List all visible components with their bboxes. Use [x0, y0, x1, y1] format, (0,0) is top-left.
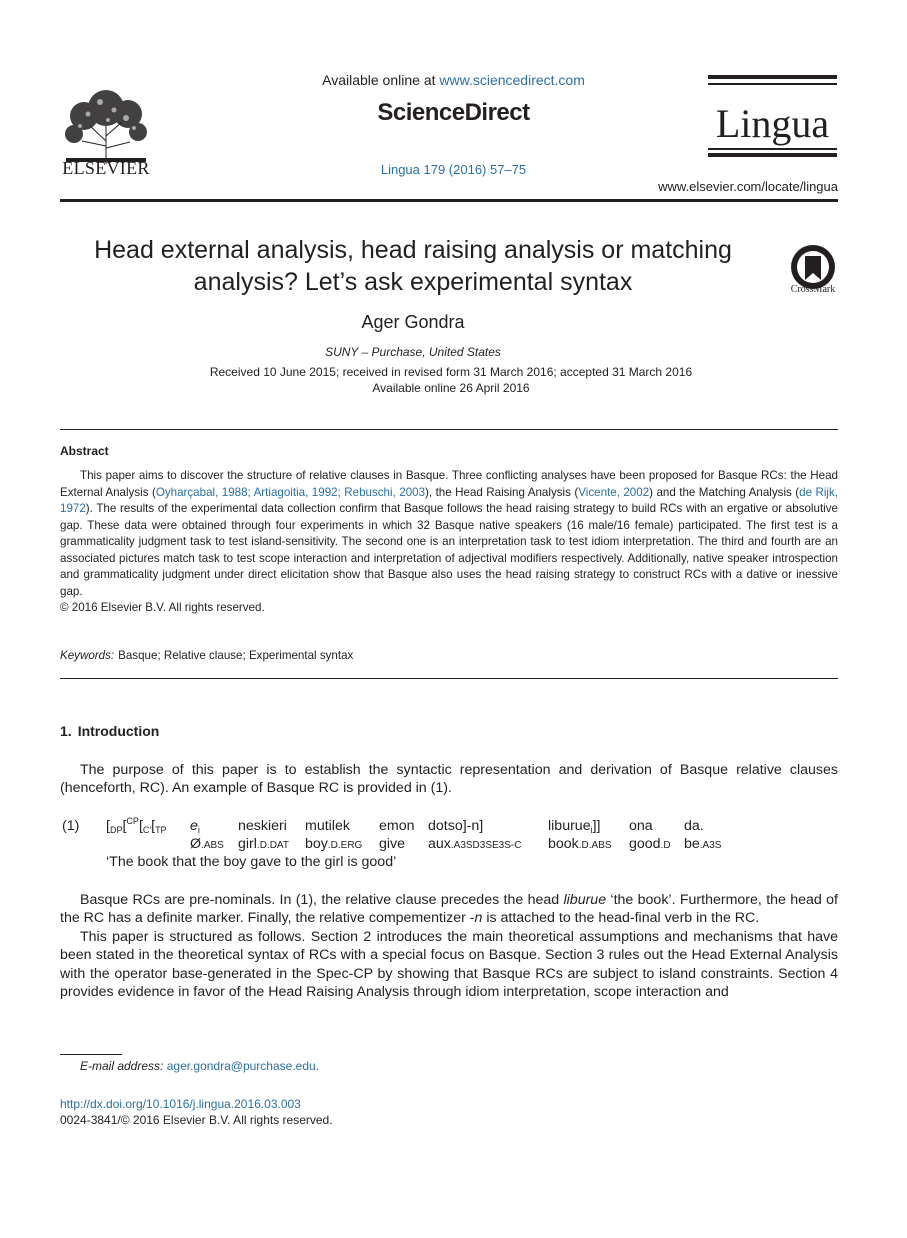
example-word: neskieri [238, 818, 287, 834]
sciencedirect-brand: ScienceDirect [377, 99, 530, 126]
paragraph-text: This paper is structured as follows. Section 2 introduces the main theoretical assumptions and mechanisms that have been stated in the theoretical syntax of RCs with a special focus on Basque. Section 3 rules out the Head External Analysis with the operator base-generated in the Spec-CP by showing that Basque RCs are subject to island constraints. Section 4 provides evidence in favor of the Head Raising Analysis through idiom interpretation, scope interaction and [60, 929, 838, 1001]
citation-link[interactable]: Oyharçabal, 1988; Artiagoitia, 1992; Rebuschi, 2003 [155, 485, 426, 499]
example-word: da. [684, 818, 704, 834]
journal-logo-rule [708, 148, 837, 150]
abstract-heading: Abstract [60, 444, 109, 458]
citation-link[interactable]: Vicente, 2002 [578, 485, 650, 499]
abstract-bottom-rule [60, 678, 838, 679]
citation-link[interactable]: de Rijk, 1972 [60, 485, 839, 515]
issn-copyright: 0024-3841/© 2016 Elsevier B.V. All rights reserved. [60, 1113, 333, 1127]
body-paragraph [60, 761, 838, 798]
journal-url[interactable]: www.elsevier.com/locate/lingua [658, 179, 838, 194]
example-gloss: be.A3S [684, 836, 722, 852]
abstract-text: ). The results of the experimental data collection confirm that Basque follows the head raising strategy to build RCs with an ergative or absolutive gap. These data were obtained through four experiments in which 32 Basque native speakers (16 male/16 female) participated. The first test is a grammaticality judgment task to test island-sensitivity. The second one is an interpretation task to test idiom interpretation. The third and fourth are an associated pictures match task to test scope interaction and interpretation of adjectival modifiers respectively. Additionally, native speaker introspection and grammaticality judgment under direct elicitation show that Basque also uses the head raising strategy to construct RCs with a dative or inessive gap. [60, 502, 838, 598]
example-brackets: [$_{DP}[^{CP}[_{C'}[_{TP}$ [106, 816, 167, 835]
journal-logo-rule [708, 75, 837, 79]
body-paragraph [60, 928, 838, 1002]
example-word: mutilek [305, 818, 350, 834]
article-title: Head external analysis, head raising analysis or matching analysis? Let’s ask experimental syntax [94, 236, 732, 296]
example-word: ona [629, 818, 653, 834]
footnote-rule [60, 1054, 122, 1055]
abstract-text: This paper aims to discover the structure of relative clauses in Basque. Three conflicting analyses have been proposed for Basque RCs: the Head External Analysis ( [60, 469, 838, 499]
body-paragraph: Basque RCs are pre-nominals. In (1), the relative clause precedes the head liburue ‘the book’. Furthermore, the head of the RC has a definite marker. Finally, the relative compementizer -n is attached to the head-final verb in the RC. [60, 892, 838, 927]
sciencedirect-link[interactable]: www.sciencedirect.com [439, 72, 585, 88]
journal-logo-rule [708, 83, 837, 85]
abstract-text: ) and the Matching Analysis ( [649, 485, 800, 499]
journal-logo: Lingua [715, 101, 830, 146]
publisher-name: ELSEVIER [62, 158, 150, 178]
author-name: Ager Gondra [361, 312, 465, 332]
section-title: Introduction [77, 723, 160, 739]
journal-reference-link[interactable]: Lingua 179 (2016) 57–75 [380, 162, 527, 177]
received-dates: Received 10 June 2015; received in revised form 31 March 2016; accepted 31 March 2016 [209, 365, 693, 379]
example-number: (1) [62, 818, 80, 834]
section-heading [60, 723, 159, 739]
example-gloss: good.D [629, 836, 671, 852]
example-word: liburue$_i$]] [548, 818, 601, 835]
abstract-body [60, 468, 838, 600]
available-prefix: Available online at [322, 72, 440, 88]
example-gloss: aux.A3SD3SE3S-C [428, 836, 522, 852]
doi-link[interactable]: http://dx.doi.org/10.1016/j.lingua.2016.03.003 [60, 1097, 301, 1111]
example-word: emon [379, 818, 415, 834]
example-gloss: Ø.ABS [190, 836, 224, 852]
journal-logo-rule [708, 153, 837, 157]
example-gloss: give [379, 836, 406, 852]
example-translation: ‘The book that the boy gave to the girl is good’ [106, 854, 397, 870]
example-gloss: book.D.ABS [548, 836, 612, 852]
abstract-top-rule [60, 429, 838, 430]
email-label: E-mail address: [80, 1059, 164, 1073]
header-rule [60, 199, 838, 202]
author-affiliation: SUNY – Purchase, United States [325, 345, 501, 359]
keywords [60, 649, 353, 662]
keywords-list: Basque; Relative clause; Experimental syntax [118, 649, 354, 662]
keywords-label: Keywords: [60, 649, 115, 662]
email-link[interactable]: ager.gondra@purchase.edu. [166, 1059, 320, 1073]
example-word: $e_i$ [190, 818, 200, 835]
crossmark-label: CrossMark [790, 284, 836, 295]
example-gloss: boy.D.ERG [305, 836, 363, 852]
example-gloss: girl.D.DAT [238, 836, 289, 852]
example-word: dotso]-n] [428, 818, 484, 834]
abstract-copyright: © 2016 Elsevier B.V. All rights reserved. [60, 601, 265, 614]
section-number: 1. [60, 723, 72, 739]
paragraph-text: The purpose of this paper is to establish the syntactic representation and derivation of Basque relative clauses (henceforth, RC). An example of Basque RC is provided in (1). [60, 762, 838, 797]
abstract-text: ), the Head Raising Analysis ( [425, 485, 579, 499]
author-email [80, 1059, 319, 1073]
available-online-date: Available online 26 April 2016 [372, 381, 530, 395]
